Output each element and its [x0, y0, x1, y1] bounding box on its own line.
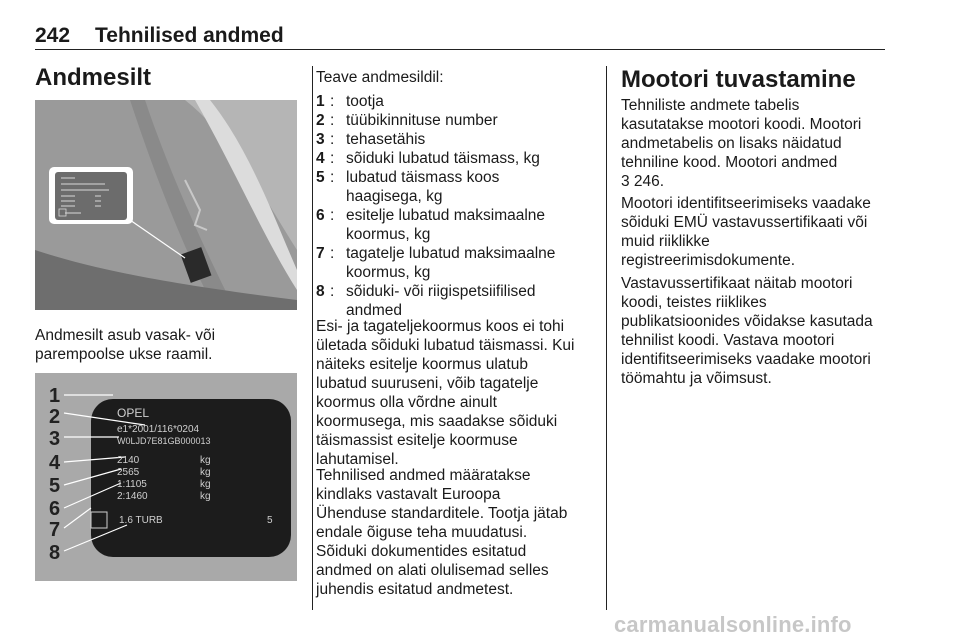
- item-number: 2: [316, 112, 325, 129]
- plate-train-mass: 2565: [117, 467, 140, 478]
- text-line: Tehniliste andmete tabelis: [621, 97, 800, 114]
- text-line: tehnilist koodi. Vastava mootori: [621, 332, 835, 349]
- header-rule: [35, 49, 885, 50]
- callout-2: 2: [49, 406, 61, 428]
- watermark: carmanualsonline.info: [614, 612, 852, 637]
- plate-code-right: 5: [267, 515, 273, 526]
- page-header: [35, 24, 284, 48]
- text-line: lahutamisel.: [316, 451, 399, 468]
- callout-4: 4: [49, 452, 61, 474]
- text-line: Vastavussertifikaat näitab mootori: [621, 275, 853, 292]
- item-text: haagisega, kg: [346, 188, 443, 205]
- item-number: 4: [316, 150, 325, 167]
- item-text: esitelje lubatud maksimaalne: [346, 207, 546, 224]
- callout-6: 6: [49, 498, 61, 520]
- text-line: näiteks esitelje koormus ulatub: [316, 356, 528, 373]
- item-number: 7: [316, 245, 325, 262]
- heading-andmesilt: Andmesilt: [35, 64, 152, 91]
- text-line: koormus olla võrdne ainult: [316, 394, 497, 411]
- plate-info-list: [316, 92, 555, 320]
- item-text: lubatud täismass koos: [346, 169, 500, 186]
- plate-vin: W0LJD7E81GB000013: [117, 436, 211, 446]
- list-item: 8 : sõiduki- või riigispetsiifilised: [316, 283, 536, 300]
- item-text: tagatelje lubatud maksimaalne: [346, 245, 556, 262]
- text-line: kindlaks vastavalt Euroopa: [316, 486, 501, 503]
- plate-engine-code: 1.6 TURB: [119, 515, 163, 526]
- text-line: töömahtu ja võimsust.: [621, 370, 772, 387]
- item-text: tootja: [346, 93, 384, 110]
- plate-unit: kg: [200, 491, 211, 502]
- text-line: registreerimisdokumente.: [621, 252, 796, 269]
- plate-approval-number: e1*2001/116*0204: [117, 424, 200, 435]
- text-line: kasutatakse mootori koodi. Mootori: [621, 116, 862, 133]
- item-text: tüübikinnituse number: [346, 112, 498, 129]
- plate-location-caption: [35, 326, 215, 364]
- plate-unit: kg: [200, 455, 211, 466]
- callout-7: 7: [49, 519, 61, 541]
- engine-id-paragraph-3: [621, 274, 873, 388]
- heading-mootori-tuvastamine: Mootori tuvastamine: [621, 66, 856, 93]
- item-number: 5: [316, 169, 325, 186]
- text-line: ületada sõiduki lubatud täismassi. Kui: [316, 337, 575, 354]
- callout-3: 3: [49, 428, 61, 450]
- axle-load-paragraph: [316, 317, 574, 469]
- item-text: koormus, kg: [346, 264, 431, 281]
- item-text: andmed: [346, 302, 403, 319]
- plate-info-intro: Teave andmesildil:: [316, 69, 444, 86]
- item-number: 8: [316, 283, 325, 300]
- item-text: tehasetähis: [346, 131, 426, 148]
- text-line: tehniline kood. Mootori andmed: [621, 154, 838, 171]
- column-divider-1: [312, 66, 313, 610]
- text-line: koormusega, mis saadakse sõiduki: [316, 413, 558, 430]
- plate-front-axle: 1:1105: [117, 479, 147, 490]
- text-line: Ühenduse standarditele. Tootja jätab: [316, 505, 568, 522]
- section-title: Tehnilised andmed: [95, 24, 284, 47]
- door-frame-photo: [35, 100, 297, 310]
- callout-5: 5: [49, 475, 61, 497]
- text-line: Tehnilised andmed määratakse: [316, 467, 531, 484]
- text-line: publikatsioonides võidakse kasutada: [621, 313, 873, 330]
- text-line: andmed on alati olulisemad selles: [316, 562, 549, 579]
- item-number: 6: [316, 207, 325, 224]
- callout-8: 8: [49, 542, 61, 564]
- plate-unit: kg: [200, 467, 211, 478]
- text-line: täismassist esitelje koormuse: [316, 432, 518, 449]
- list-item: 7 : tagatelje lubatud maksimaalne: [316, 245, 556, 262]
- text-line: Sõiduki dokumentides esitatud: [316, 543, 527, 560]
- item-number: 3: [316, 131, 325, 148]
- text-line: endale õiguse teha muudatusi.: [316, 524, 528, 541]
- text-line: identifitseerimiseks vaadake mootori: [621, 351, 871, 368]
- list-item-continued: [316, 225, 555, 244]
- text-line: juhendis esitatud andmetest.: [316, 581, 514, 598]
- text-line: sõiduki EMÜ vastavussertifikaati või: [621, 214, 868, 231]
- standards-paragraph: [316, 466, 567, 599]
- list-item: 5 : lubatud täismass koos: [316, 169, 500, 186]
- text-line: muid riiklikke: [621, 233, 710, 250]
- list-item-continued: [316, 263, 555, 282]
- item-text: koormus, kg: [346, 226, 431, 243]
- caption-line: parempoolse ukse raamil.: [35, 346, 213, 363]
- text-line: andmetabelis on lisaks näidatud: [621, 135, 842, 152]
- list-item: 1 : tootja: [316, 93, 384, 110]
- item-text: sõiduki lubatud täismass, kg: [346, 150, 540, 167]
- item-number: 1: [316, 93, 325, 110]
- plate-total-mass: 2140: [117, 455, 140, 466]
- list-item: 2 : tüübikinnituse number: [316, 112, 498, 129]
- text-line: Mootori identifitseerimiseks vaadake: [621, 195, 871, 212]
- text-line: lubatud suuruseni, võib tagatelje: [316, 375, 539, 392]
- data-plate-illustration: [35, 373, 297, 581]
- list-item: 4 : sõiduki lubatud täismass, kg: [316, 150, 540, 167]
- plate-unit: kg: [200, 479, 211, 490]
- list-item: 3 : tehasetähis: [316, 131, 426, 148]
- plate-rear-axle: 2:1460: [117, 491, 148, 502]
- engine-id-paragraph-2: [621, 194, 871, 270]
- plate-brand: OPEL: [117, 406, 150, 420]
- callout-1: 1: [49, 385, 61, 407]
- item-text: sõiduki- või riigispetsiifilised: [346, 283, 536, 300]
- column-divider-2: [606, 66, 607, 610]
- engine-id-paragraph-1: [621, 96, 861, 191]
- list-item: 6 : esitelje lubatud maksimaalne: [316, 207, 546, 224]
- caption-line: Andmesilt asub vasak- või: [35, 327, 216, 344]
- text-line: koodi, teistes riiklikes: [621, 294, 767, 311]
- list-item-continued: [316, 187, 555, 206]
- text-line: Esi- ja tagateljekoormus koos ei tohi: [316, 318, 565, 335]
- page-number: 242: [35, 24, 71, 47]
- page-reference-link[interactable]: 3 246.: [621, 173, 665, 190]
